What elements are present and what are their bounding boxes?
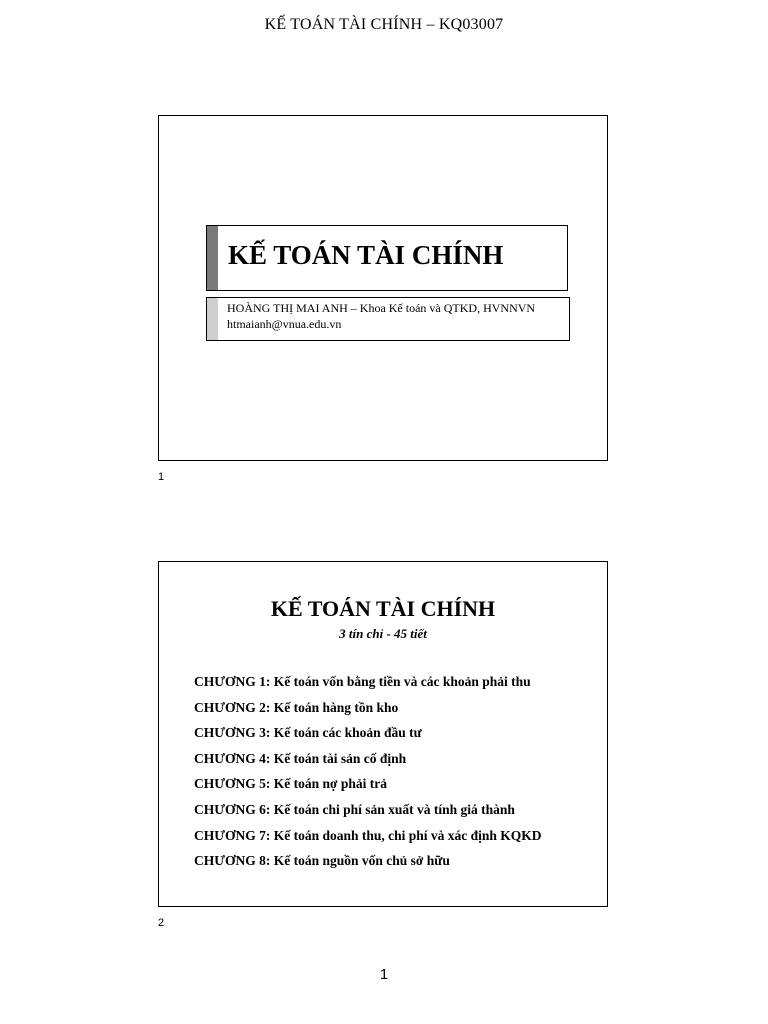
chapter-item-5: CHƯƠNG 5: Kế toán nợ phải trả [194, 776, 387, 792]
author-name: HOÀNG THỊ MAI ANH – Khoa Kế toán và QTKD, HVNNVN [227, 301, 536, 315]
chapter-item-3: CHƯƠNG 3: Kế toán các khoản đầu tư [194, 725, 422, 741]
title-accent-bar [207, 226, 218, 290]
slide-1-title: KẾ TOÁN TÀI CHÍNH [228, 240, 504, 270]
chapter-item-4: CHƯƠNG 4: Kế toán tài sản cố định [194, 750, 407, 766]
page-header-title: KẾ TOÁN TÀI CHÍNH – KQ03007 [264, 16, 504, 33]
page-number: 1 [379, 966, 389, 983]
slide-1 [158, 115, 608, 461]
author-email: htmaianh@vnua.edu.vn [227, 317, 342, 331]
author-box [206, 297, 570, 341]
slide-2-subtitle: 3 tín chỉ - 45 tiết [339, 626, 427, 641]
slide-2-title: KẾ TOÁN TÀI CHÍNH [270, 596, 496, 621]
chapter-item-1: CHƯƠNG 1: Kế toán vốn bằng tiền và các khoản phải thu [194, 674, 531, 689]
title-box [206, 225, 568, 291]
slide-1-number: 1 [158, 471, 165, 483]
slide-2-number: 2 [158, 917, 165, 929]
slide-2 [158, 561, 608, 907]
chapter-item-2: CHƯƠNG 2: Kế toán hàng tồn kho [194, 699, 399, 715]
author-accent-bar [207, 298, 218, 340]
chapter-item-6: CHƯƠNG 6: Kế toán chi phí sản xuất và tính giá thành [194, 801, 515, 817]
chapter-item-8: CHƯƠNG 8: Kế toán nguồn vốn chủ sở hữu [194, 853, 450, 869]
chapter-list [194, 672, 542, 877]
chapter-item-7: CHƯƠNG 7: Kế toán doanh thu, chi phí và xác định KQKD [194, 827, 542, 843]
